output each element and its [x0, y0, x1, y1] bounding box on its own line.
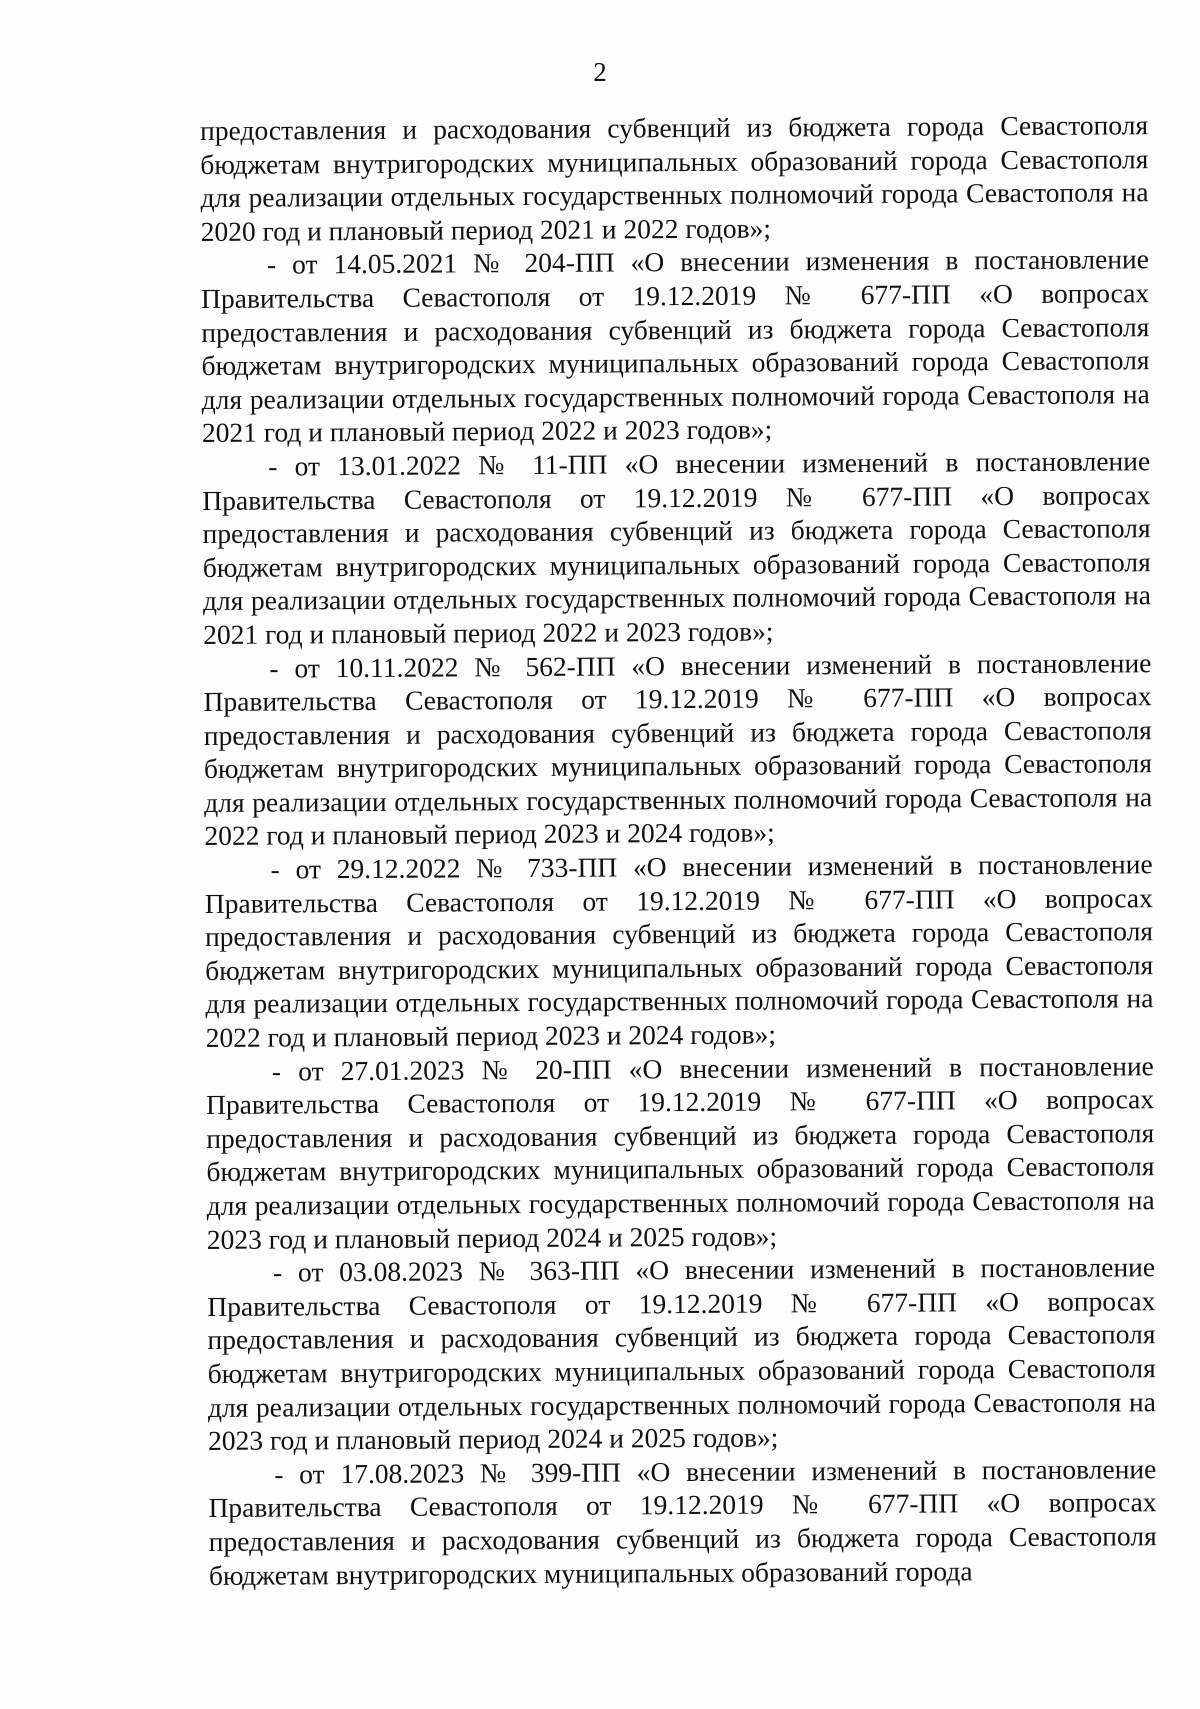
paragraph-decree-list-item: - от 17.08.2023 № 399-ПП «О внесении изменений в постановление Правительства Севастополя от 19.12.2019 № 677-ПП «О вопросах предоставления и расходования субвенций из бюджета города Севастополя бюджетам внутригородских муниципальных образований города [208, 1452, 1157, 1591]
paragraph-decree-list-item: - от 10.11.2022 № 562-ПП «О внесении изменений в постановление Правительства Севастополя от 19.12.2019 № 677-ПП «О вопросах предоставления и расходования субвенций из бюджета города Севастополя бюджетам внутригородских муниципальных образований города Севастополя для реализации отдельных государственных полномочий города Севастополя на 2022 год и плановый период 2023 и 2024 годов»; [203, 646, 1153, 852]
paragraph-decree-list-item: - от 14.05.2021 № 204-ПП «О внесении изменения в постановление Правительства Севастополя от 19.12.2019 № 677-ПП «О вопросах предоставления и расходования субвенций из бюджета города Севастополя бюджетам внутригородских муниципальных образований города Севастополя для реализации отдельных государственных полномочий города Севастополя на 2021 год и плановый период 2022 и 2023 годов»; [201, 243, 1150, 449]
paragraph-decree-list-item: - от 03.08.2023 № 363-ПП «О внесении изменений в постановление Правительства Севастополя от 19.12.2019 № 677-ПП «О вопросах предоставления и расходования субвенций из бюджета города Севастополя бюджетам внутригородских муниципальных образований города Севастополя для реализации отдельных государственных полномочий города Севастополя на 2023 год и плановый период 2024 и 2025 годов»; [207, 1251, 1156, 1457]
paragraph-decree-list-item: - от 27.01.2023 № 20-ПП «О внесении изменений в постановление Правительства Севастополя от 19.12.2019 № 677-ПП «О вопросах предоставления и расходования субвенций из бюджета города Севастополя бюджетам внутригородских муниципальных образований города Севастополя для реализации отдельных государственных полномочий города Севастополя на 2023 год и плановый период 2024 и 2025 годов»; [205, 1049, 1155, 1255]
paragraph-decree-list-item: - от 13.01.2022 № 11-ПП «О внесении изменений в постановление Правительства Севастополя от 19.12.2019 № 677-ПП «О вопросах предоставления и расходования субвенций из бюджета города Севастополя бюджетам внутригородских муниципальных образований города Севастополя для реализации отдельных государственных полномочий города Севастополя на 2021 год и плановый период 2022 и 2023 годов»; [202, 445, 1152, 650]
paragraph-continuation: предоставления и расходования субвенций из бюджета города Севастополя бюджетам внутригородских муниципальных образований города Севастополя для реализации отдельных государственных полномочий города Севастополя на 2020 год и плановый период 2021 и 2022 годов»; [200, 109, 1149, 247]
page-number: 2 [593, 57, 607, 87]
paragraph-decree-list-item: - от 29.12.2022 № 733-ПП «О внесении изменений в постановление Правительства Севастополя от 19.12.2019 № 677-ПП «О вопросах предоставления и расходования субвенций из бюджета города Севастополя бюджетам внутригородских муниципальных образований города Севастополя для реализации отдельных государственных полномочий города Севастополя на 2022 год и плановый период 2023 и 2024 годов»; [204, 848, 1154, 1054]
document-body [200, 108, 1157, 1592]
